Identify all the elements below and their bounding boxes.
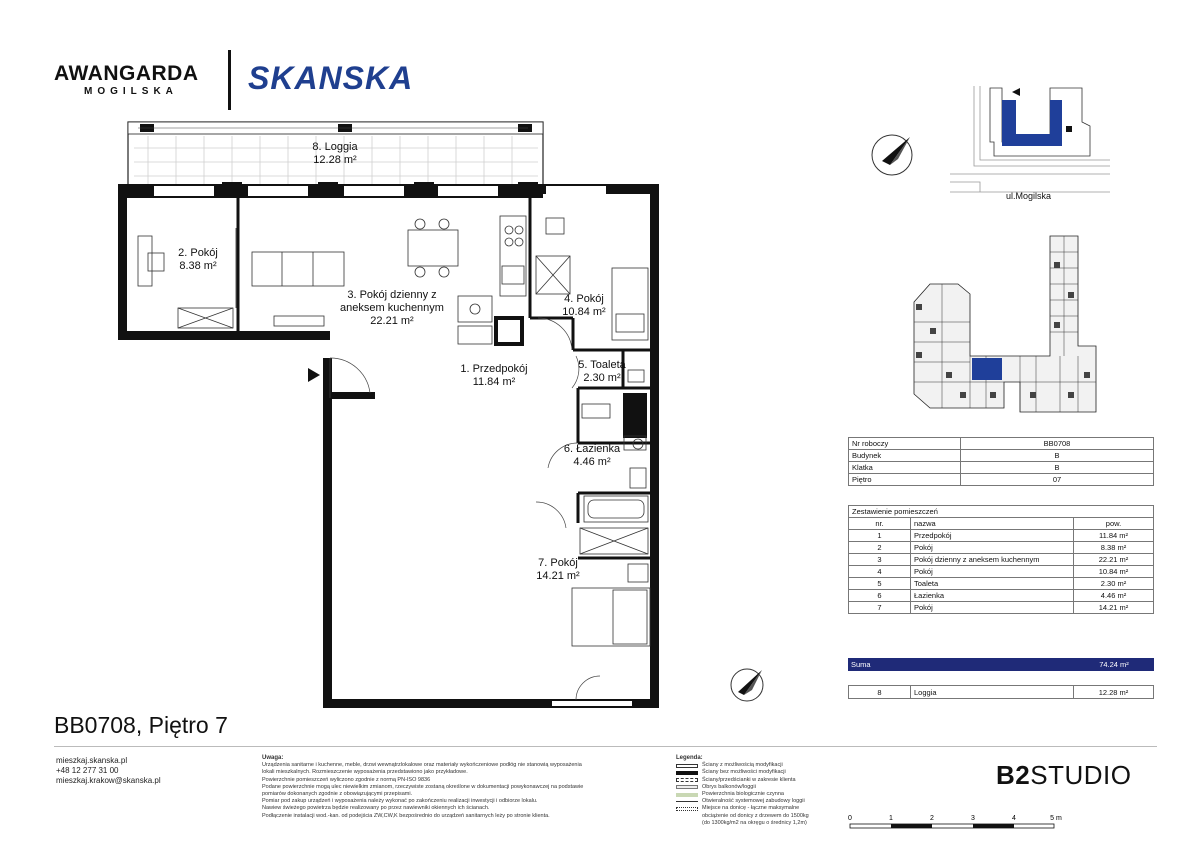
legend-label: Ściany z możliwością modyfikacji bbox=[702, 762, 783, 769]
room-nr: 1 bbox=[849, 530, 911, 542]
room-label-1-name: 1. Przedpokój bbox=[460, 363, 528, 375]
notes-line: lokali mieszkalnych. Rozmieszczenie wyposażenia przedstawiono jako przykładowe. bbox=[262, 769, 468, 776]
legend-label: Miejsce na donicę - łączne maksymalne bbox=[702, 805, 800, 812]
unit-title: BB0708, Piętro 7 bbox=[54, 712, 228, 738]
scale-bar bbox=[846, 812, 1076, 836]
logo-divider bbox=[228, 50, 231, 110]
room-label-7-area: 14.21 m² bbox=[536, 570, 580, 582]
room-name: Pokój bbox=[911, 566, 1074, 578]
rooms-header-name: nazwa bbox=[911, 518, 1074, 530]
street-label: ul.Mogilska bbox=[1006, 191, 1052, 201]
room-labels bbox=[178, 141, 627, 582]
scale-tick: 1 bbox=[889, 815, 893, 822]
studio-logo-bold: B2 bbox=[996, 760, 1031, 790]
room-label-8-name: 8. Loggia bbox=[312, 141, 358, 153]
rooms-header-area: pow. bbox=[1074, 518, 1154, 530]
room-label-6-name: 6. Łazienka bbox=[563, 443, 621, 455]
notes-line: Pomiar pod zakup urządzeń i wyposażenia należy wykonać po zakończeniu realizacji inwestycji i odbiorze lokalu. bbox=[262, 798, 538, 805]
notes-line: pomiarów dokonanych zgodnie z obowiązującymi przepisami. bbox=[262, 791, 413, 798]
svg-text:N: N bbox=[875, 159, 886, 171]
info-value: B bbox=[961, 450, 1154, 462]
north-arrow-icon bbox=[862, 125, 922, 185]
notes-line: Powierzchnie pomieszczeń wyliczono zgodnie z normą PN-ISO 9836 bbox=[262, 776, 431, 783]
room-name: Pokój bbox=[911, 542, 1074, 554]
building-key-plan bbox=[900, 232, 1100, 414]
notes-line: Podłączenie instalacji wod.-kan. od podejścia ZW,CW,K bezpośrednio do urządzeń sanitarnych leży po stronie klienta. bbox=[262, 812, 550, 819]
notes-line: Urządzenia sanitarne i kuchenne, meble, drzwi wewnątrzlokalowe oraz materiały wykończeniowe podłóg nie stanowią wyposażenia bbox=[262, 762, 582, 769]
legend-label: obciążenie od donicy z drzewem do 1500kg bbox=[702, 812, 809, 819]
studio-logo-light: STUDIO bbox=[1030, 760, 1132, 790]
unit-info-table bbox=[848, 437, 1154, 486]
doors bbox=[330, 318, 600, 700]
legend-swatch bbox=[676, 771, 698, 775]
legend-swatch bbox=[676, 778, 698, 782]
divider bbox=[54, 746, 1157, 747]
room-label-2-area: 8.38 m² bbox=[179, 260, 217, 272]
room-label-5-area: 2.30 m² bbox=[583, 372, 621, 384]
room-nr: 8 bbox=[849, 686, 911, 699]
legend-label: (do 1300kg/m2 na okręgu o średnicy 1,2m) bbox=[702, 819, 807, 826]
info-label: Budynek bbox=[849, 450, 961, 462]
floor-plan bbox=[118, 118, 668, 718]
room-area: 14.21 m² bbox=[1074, 602, 1154, 614]
notes-line: Nawiew świeżego powietrza będzie realizowany po przez nawiewniki okiennych ich ścianach. bbox=[262, 805, 490, 812]
scale-tick: 0 bbox=[848, 815, 852, 822]
room-nr: 7 bbox=[849, 602, 911, 614]
room-label-7-name: 7. Pokój bbox=[538, 557, 578, 569]
rooms-table bbox=[848, 505, 1154, 614]
table-row bbox=[849, 542, 1154, 554]
sum-bar bbox=[848, 658, 1154, 671]
room-label-3-area: 22.21 m² bbox=[370, 315, 414, 327]
room-area: 22.21 m² bbox=[1074, 554, 1154, 566]
sum-label: Suma bbox=[848, 658, 1074, 671]
info-label: Nr roboczy bbox=[849, 438, 961, 450]
info-value: BB0708 bbox=[961, 438, 1154, 450]
scale-tick: 2 bbox=[930, 815, 934, 822]
room-label-4-area: 10.84 m² bbox=[562, 306, 606, 318]
scale-tick: 3 bbox=[971, 815, 975, 822]
rooms-header-nr: nr. bbox=[849, 518, 911, 530]
table-row bbox=[849, 530, 1154, 542]
north-arrow-small-icon bbox=[722, 660, 772, 710]
contact-email[interactable]: mieszkaj.krakow@skanska.pl bbox=[56, 776, 161, 785]
room-area: 8.38 m² bbox=[1074, 542, 1154, 554]
studio-logo bbox=[996, 760, 1131, 791]
room-label-2-name: 2. Pokój bbox=[178, 247, 218, 259]
room-area: 10.84 m² bbox=[1074, 566, 1154, 578]
notes-title: Uwaga: bbox=[262, 755, 284, 761]
table-row bbox=[849, 602, 1154, 614]
room-name: Łazienka bbox=[911, 590, 1074, 602]
scale-tick: 5 m bbox=[1050, 815, 1062, 822]
room-label-1-area: 11.84 m² bbox=[472, 376, 516, 388]
room-area: 12.28 m² bbox=[1074, 686, 1154, 699]
legend-spacer bbox=[676, 816, 698, 817]
project-logo-subtitle: MOGILSKA bbox=[84, 86, 178, 97]
room-nr: 2 bbox=[849, 542, 911, 554]
room-label-3-name: 3. Pokój dzienny z bbox=[347, 289, 437, 301]
info-value: 07 bbox=[961, 474, 1154, 486]
room-area: 4.46 m² bbox=[1074, 590, 1154, 602]
info-label: Klatka bbox=[849, 462, 961, 474]
room-name: Pokój dzienny z aneksem kuchennym bbox=[911, 554, 1074, 566]
window-openings bbox=[154, 186, 632, 706]
sum-value: 74.24 m² bbox=[1074, 658, 1154, 671]
room-nr: 6 bbox=[849, 590, 911, 602]
room-name: Toaleta bbox=[911, 578, 1074, 590]
legend-label: Obrys balkonów/loggii bbox=[702, 783, 756, 790]
legend-swatch bbox=[676, 807, 698, 811]
notes-line: Podane powierzchnie mogą ulec niewielkim zmianom, rzeczywiste zostaną określone w dokumentacji powykonawczej na podstawie bbox=[262, 783, 584, 790]
table-row bbox=[849, 566, 1154, 578]
scale-tick: 4 bbox=[1012, 815, 1016, 822]
legend-title: Legenda: bbox=[676, 755, 703, 761]
table-row bbox=[849, 554, 1154, 566]
room-label-5-name: 5. Toaleta bbox=[578, 359, 626, 371]
legend-swatch bbox=[676, 785, 698, 789]
contact-info bbox=[56, 756, 161, 786]
loggia-table bbox=[848, 685, 1154, 699]
table-row bbox=[849, 686, 1154, 699]
room-name: Pokój bbox=[911, 602, 1074, 614]
legend-swatch bbox=[676, 801, 698, 802]
room-nr: 4 bbox=[849, 566, 911, 578]
room-name: Przedpokój bbox=[911, 530, 1074, 542]
room-nr: 5 bbox=[849, 578, 911, 590]
table-row bbox=[849, 590, 1154, 602]
room-label-4-name: 4. Pokój bbox=[564, 293, 604, 305]
room-name: Loggia bbox=[911, 686, 1074, 699]
legend-spacer bbox=[676, 823, 698, 824]
info-value: B bbox=[961, 462, 1154, 474]
unit-highlight bbox=[972, 358, 1002, 380]
info-label: Piętro bbox=[849, 474, 961, 486]
legend-label: Ściany bez możliwości modyfikacji bbox=[702, 769, 786, 776]
legend-swatch bbox=[676, 793, 698, 797]
room-label-6-area: 4.46 m² bbox=[573, 456, 611, 468]
notes-block bbox=[262, 755, 632, 820]
entrance-arrow-icon bbox=[308, 368, 320, 382]
room-nr: 3 bbox=[849, 554, 911, 566]
room-area: 2.30 m² bbox=[1074, 578, 1154, 590]
site-location-map bbox=[950, 82, 1120, 202]
legend-label: Powierzchnia biologicznie czynna bbox=[702, 791, 784, 798]
room-label-8-area: 12.28 m² bbox=[313, 154, 357, 166]
legend-label: Otwieralność systemowej zabudowy loggii bbox=[702, 798, 805, 805]
project-logo: AWANGARDA bbox=[54, 62, 199, 85]
contact-website[interactable]: mieszkaj.skanska.pl bbox=[56, 756, 128, 765]
legend-label: Ściany/przedścianki w zakresie klienta bbox=[702, 776, 796, 783]
building-highlight bbox=[1002, 100, 1062, 146]
company-logo: SKANSKA bbox=[248, 60, 414, 96]
table-row bbox=[849, 578, 1154, 590]
rooms-table-caption: Zestawienie pomieszczeń bbox=[849, 506, 1154, 518]
legend-swatch bbox=[676, 764, 698, 768]
legend bbox=[676, 755, 836, 827]
room-label-3-name2: aneksem kuchennym bbox=[340, 302, 444, 314]
contact-phone: +48 12 277 31 00 bbox=[56, 766, 119, 775]
room-area: 11.84 m² bbox=[1074, 530, 1154, 542]
